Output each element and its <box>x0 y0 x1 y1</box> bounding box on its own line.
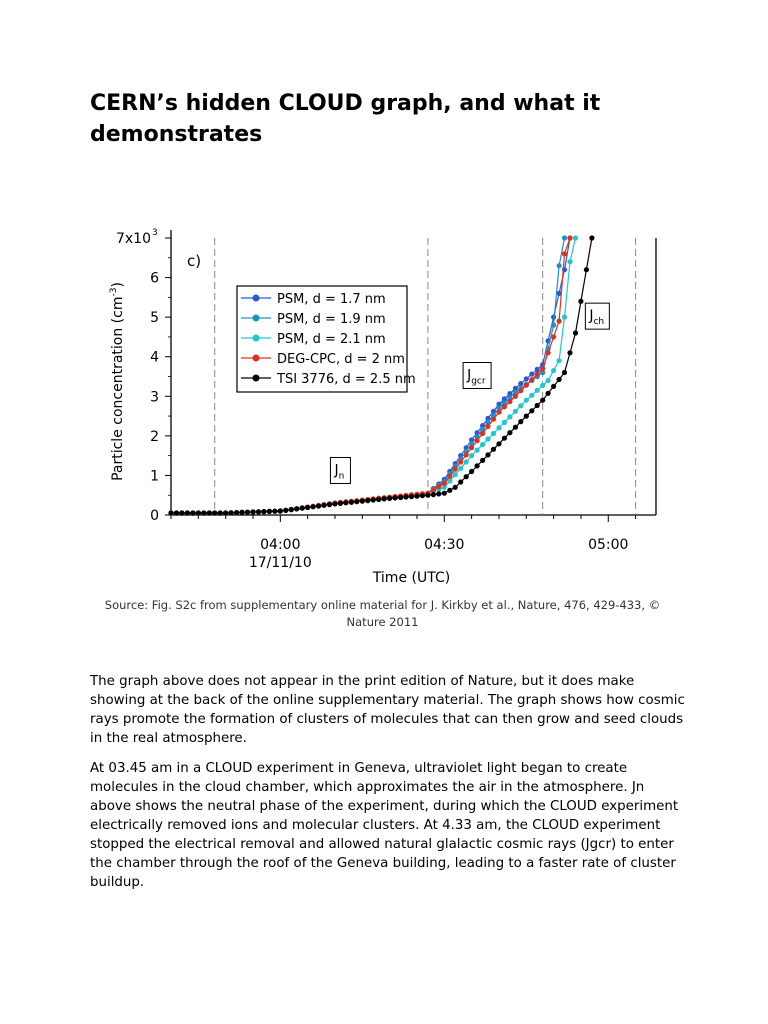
y-tick-label-top-exponent: 3 <box>152 228 158 238</box>
series-marker <box>573 235 578 240</box>
legend-entry: TSI 3776, d = 2.5 nm <box>277 372 416 387</box>
y-tick-label: 6 <box>150 270 159 287</box>
series-marker <box>212 510 217 515</box>
series-marker <box>562 251 567 256</box>
series-marker <box>453 467 458 472</box>
x-tick-label: 04:30 <box>424 537 465 553</box>
series-marker <box>524 376 529 381</box>
series-marker <box>562 370 567 375</box>
series-marker <box>360 499 365 504</box>
series-marker <box>458 479 463 484</box>
series-marker <box>196 510 201 515</box>
series-marker <box>518 388 523 393</box>
legend-entry: PSM, d = 2.1 nm <box>277 332 386 347</box>
series-marker <box>343 500 348 505</box>
series-marker <box>475 438 480 443</box>
series-marker <box>513 409 518 414</box>
y-tick-label: 5 <box>150 310 159 327</box>
series-marker <box>567 259 572 264</box>
series-marker <box>584 267 589 272</box>
series-marker <box>431 487 436 492</box>
legend-marker <box>253 315 260 322</box>
series-marker <box>289 507 294 512</box>
legend-marker <box>253 375 260 382</box>
series-marker <box>245 510 250 515</box>
y-tick-label: 1 <box>150 468 159 485</box>
series-marker <box>311 504 316 509</box>
series-marker <box>387 496 392 501</box>
series-marker <box>469 445 474 450</box>
series-marker <box>223 510 228 515</box>
series-marker <box>507 399 512 404</box>
series-marker <box>578 299 583 304</box>
phase-annotation-label: $J_n$ <box>334 462 345 482</box>
series-marker <box>425 493 430 498</box>
series-marker <box>174 510 179 515</box>
series-marker <box>354 499 359 504</box>
series-marker <box>491 417 496 422</box>
series-marker <box>447 488 452 493</box>
series-marker <box>518 381 523 386</box>
series-marker <box>464 459 469 464</box>
series-marker <box>546 391 551 396</box>
series-marker <box>321 503 326 508</box>
series-marker <box>420 493 425 498</box>
series-marker <box>300 506 305 511</box>
legend-entry: DEG-CPC, d = 2 nm <box>277 352 405 367</box>
legend-marker <box>253 355 260 362</box>
series-marker <box>540 398 545 403</box>
series-marker <box>551 368 556 373</box>
series-marker <box>518 419 523 424</box>
series-marker <box>524 383 529 388</box>
series-marker <box>513 394 518 399</box>
series-marker <box>502 436 507 441</box>
series-marker <box>365 498 370 503</box>
series-marker <box>485 424 490 429</box>
series-marker <box>436 484 441 489</box>
series-marker <box>349 500 354 505</box>
series-marker <box>562 315 567 320</box>
series-marker <box>491 447 496 452</box>
y-tick-label: 0 <box>150 508 159 524</box>
series-marker <box>414 494 419 499</box>
series-marker <box>496 425 501 430</box>
series-marker <box>207 510 212 515</box>
series-marker <box>201 510 206 515</box>
series-marker <box>447 474 452 479</box>
cloud-graph-figure <box>100 220 670 590</box>
series-marker <box>557 358 562 363</box>
series-marker <box>240 510 245 515</box>
series-marker <box>409 494 414 499</box>
series-marker <box>475 463 480 468</box>
series-marker <box>524 398 529 403</box>
series-marker <box>316 504 321 509</box>
series-marker <box>398 495 403 500</box>
series-marker <box>469 453 474 458</box>
legend-entry: PSM, d = 1.7 nm <box>277 292 386 307</box>
series-marker <box>168 510 173 515</box>
series-marker <box>442 481 447 486</box>
series-marker <box>229 510 234 515</box>
series-marker <box>480 431 485 436</box>
y-tick-label: 4 <box>150 349 159 366</box>
series-marker <box>234 510 239 515</box>
series-marker <box>496 410 501 415</box>
x-tick-label: 05:00 <box>588 537 629 553</box>
series-marker <box>453 485 458 490</box>
series-marker <box>185 510 190 515</box>
series-marker <box>278 508 283 513</box>
y-tick-label: 2 <box>150 428 159 445</box>
series-marker <box>557 263 562 268</box>
series-marker <box>529 393 534 398</box>
series-marker <box>491 431 496 436</box>
series-marker <box>529 377 534 382</box>
paragraph-1: The graph above does not appear in the print edition of Nature, but it does make showing at the back of the online supplementary material. The graph shows how cosmic rays promote the formation of clusters of molecules that can then grow and seed clouds in the real atmosphere. <box>90 674 685 746</box>
series-marker <box>567 235 572 240</box>
series-marker <box>480 442 485 447</box>
series-marker <box>507 430 512 435</box>
series-marker <box>485 452 490 457</box>
series-marker <box>453 472 458 477</box>
particle-concentration-chart <box>100 220 670 590</box>
series-marker <box>485 436 490 441</box>
series-marker <box>540 366 545 371</box>
series-marker <box>496 441 501 446</box>
series-marker <box>179 510 184 515</box>
series-marker <box>190 510 195 515</box>
series-marker <box>551 334 556 339</box>
series-marker <box>562 235 567 240</box>
series-marker <box>573 330 578 335</box>
x-tick-sublabel: 17/11/10 <box>248 555 312 571</box>
series-marker <box>518 403 523 408</box>
series-marker <box>327 502 332 507</box>
series-marker <box>436 491 441 496</box>
legend-entry: PSM, d = 1.9 nm <box>277 312 386 327</box>
series-marker <box>540 383 545 388</box>
series-marker <box>469 469 474 474</box>
series-marker <box>557 319 562 324</box>
series-marker <box>256 509 261 514</box>
series-marker <box>218 510 223 515</box>
x-axis-title: Time (UTC) <box>372 570 451 586</box>
series-marker <box>376 497 381 502</box>
series-marker <box>305 505 310 510</box>
legend-marker <box>253 335 260 342</box>
series-marker <box>546 378 551 383</box>
series-marker <box>332 501 337 506</box>
article-title: CERN’s hidden CLOUD graph, and what it demonstrates <box>90 91 601 147</box>
y-tick-label-top: 7x10 <box>115 231 151 247</box>
series-marker <box>557 377 562 382</box>
series-marker <box>382 496 387 501</box>
series-marker <box>371 497 376 502</box>
series-marker <box>431 492 436 497</box>
x-tick-label: 04:00 <box>260 537 301 553</box>
series-marker <box>535 372 540 377</box>
series-marker <box>551 323 556 328</box>
series-marker <box>507 414 512 419</box>
series-marker <box>267 509 272 514</box>
y-axis-title: Particle concentration $(cm^{-3})$ <box>109 282 126 481</box>
phase-annotation-label: $J_{gcr}$ <box>467 367 486 387</box>
series-marker <box>502 404 507 409</box>
series-marker <box>283 508 288 513</box>
legend-marker <box>253 295 260 302</box>
phase-annotation-label: $J_{ch}$ <box>589 308 605 328</box>
series-marker <box>535 388 540 393</box>
series-marker <box>529 408 534 413</box>
series-marker <box>272 509 277 514</box>
series-marker <box>458 466 463 471</box>
series-marker <box>294 506 299 511</box>
figure-caption: Source: Fig. S2c from supplementary online material for J. Kirkby et al., Nature, 476, 429-433, © Nature 2011 <box>104 598 661 629</box>
series-marker <box>513 425 518 430</box>
series-marker <box>535 367 540 372</box>
series-marker <box>250 509 255 514</box>
series-marker <box>475 448 480 453</box>
series-marker <box>535 403 540 408</box>
series-marker <box>551 384 556 389</box>
series-marker <box>464 452 469 457</box>
series-marker <box>393 495 398 500</box>
series-marker <box>480 458 485 463</box>
series-marker <box>458 459 463 464</box>
series-marker <box>464 474 469 479</box>
series-marker <box>261 509 266 514</box>
series-marker <box>529 372 534 377</box>
series-marker <box>442 491 447 496</box>
series-marker <box>589 235 594 240</box>
series-marker <box>502 420 507 425</box>
series-marker <box>338 501 343 506</box>
series-marker <box>567 350 572 355</box>
series-marker <box>403 494 408 499</box>
series-marker <box>546 350 551 355</box>
y-tick-label: 3 <box>150 389 159 406</box>
series-marker <box>524 414 529 419</box>
paragraph-2: At 03.45 am in a CLOUD experiment in Geneva, ultraviolet light began to create molecules in the cloud chamber, which approximates the air in the atmosphere. Jn above shows the neutral phase of the experiment, during which the CLOUD experiment electrically removed ions and molecular clusters. At 4.33 am, the CLOUD experiment stopped the electrical removal and allowed natural glalactic cosmic rays (Jgcr) to enter the chamber through the roof of the Geneva building, leading to a faster rate of cluster buildup. <box>90 761 679 890</box>
panel-label: c) <box>187 252 202 270</box>
